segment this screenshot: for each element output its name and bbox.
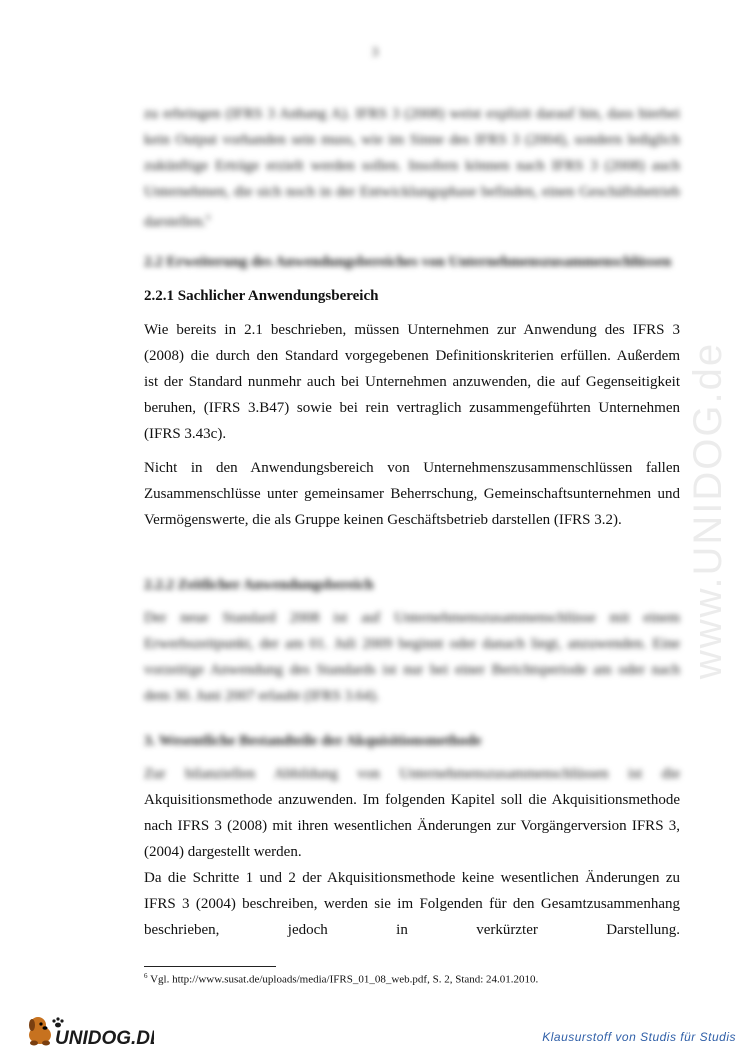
text-line: Akquisitionsmethode anzuwenden. Im folgenden Kapitel soll die Akquisitionsmethode xyxy=(144,792,680,808)
text-line: IFRS 3 (2004) beschreiben, werden sie im Folgenden für den Gesamtzusammenhang xyxy=(144,896,680,912)
paragraph-akquisition-1 xyxy=(144,787,680,865)
text-line: Zur bilanziellen Abbildung von Unternehmenszusammenschlüssen ist die xyxy=(144,766,680,782)
text-line: dem 30. Juni 2007 erlaubt (IFRS 3.64). xyxy=(144,688,380,704)
footnote xyxy=(144,972,538,986)
paragraph-sachlicher-2 xyxy=(144,455,680,533)
section-heading-2-2-1: 2.2.1 Sachlicher Anwendungsbereich xyxy=(144,288,379,304)
footnote-text: Vgl. http://www.susat.de/uploads/media/IFRS_01_08_web.pdf, S. 2, Stand: 24.01.2010. xyxy=(150,973,539,986)
logo-text: UNIDOG.DE xyxy=(55,1028,154,1049)
section-heading-2-2: 2.2 Erweiterung des Anwendungsbereiches von Unternehmenszusammenschlüssen xyxy=(144,254,672,270)
text-line: beschrieben, jedoch in verkürzter Darstellung. xyxy=(144,922,680,938)
watermark: www.UNIDOG.de xyxy=(686,341,731,679)
text-line: vorzeitige Anwendung des Standards ist nur bei einer Berichtsperiode am oder nach xyxy=(144,662,680,678)
text-line: zu erbringen (IFRS 3 Anhang A). IFRS 3 (2008) weist explizit darauf hin, dass hierbei xyxy=(144,106,680,122)
text-line: (2004) dargestellt werden. xyxy=(144,844,302,860)
section-heading-2-2-2: 2.2.2 Zeitlicher Anwendungsbereich xyxy=(144,577,374,593)
text-line: Zusammenschlüsse unter gemeinsamer Beherrschung, Gemeinschaftsunternehmen und xyxy=(144,486,680,502)
footnote-separator xyxy=(144,966,276,967)
text-line: Wie bereits in 2.1 beschrieben, müssen Unternehmen zur Anwendung des IFRS 3 xyxy=(144,322,680,338)
text-line: darstellen.$^6$ xyxy=(144,213,211,230)
text-line: Vermögenswerte, die als Gruppe keinen Geschäftsbetrieb darstellen (IFRS 3.2). xyxy=(144,512,622,528)
text-line: Erwerbszeitpunkt, der am 01. Juli 2009 beginnt oder danach liegt, anzuwenden. Eine xyxy=(144,636,680,652)
blurred-top-paragraph xyxy=(144,101,680,235)
text-line: kein Output vorhanden sein muss, wie im Sinne des IFRS 3 (2004), sondern lediglich xyxy=(144,132,680,148)
dog-icon xyxy=(24,1013,154,1049)
blurred-zeitlicher-paragraph xyxy=(144,605,680,709)
paragraph-akquisition-2 xyxy=(144,865,680,943)
text-line: beruhen, (IFRS 3.B47) sowie bei rein vertraglich zusammengeführten Unternehmen xyxy=(144,400,680,416)
text-line: Unternehmen, die sich noch in der Entwicklungsphase befinden, einen Geschäftsbetrieb xyxy=(144,184,680,200)
footnote-mark: 6 xyxy=(144,972,148,980)
section-heading-3: 3. Wesentliche Bestandteile der Akquisitionsmethode xyxy=(144,733,482,749)
blurred-partial-line xyxy=(144,761,680,787)
text-line: Nicht in den Anwendungsbereich von Unternehmenszusammenschlüssen fallen xyxy=(144,460,680,476)
paragraph-sachlicher-1 xyxy=(144,317,680,447)
text-line: zukünftige Erträge erzielt werden sollen. Insofern können nach IFRS 3 (2008) auch xyxy=(144,158,680,174)
text-line: Der neue Standard 2008 ist auf Unternehmenszusammenschlüsse mit einem xyxy=(144,610,680,626)
text-line: Da die Schritte 1 und 2 der Akquisitionsmethode keine wesentlichen Änderungen zu xyxy=(144,870,680,886)
text-line: (IFRS 3.43c). xyxy=(144,426,227,442)
text-line: ist der Standard nunmehr auch bei Unternehmen anzuwenden, die auf Gegenseitigkeit xyxy=(144,374,680,390)
text-line: nach IFRS 3 (2008) mit ihren wesentlichen Änderungen zur Vorgängerversion IFRS 3, xyxy=(144,818,680,834)
footer-tagline: Klausurstoff von Studis für Studis xyxy=(542,1030,736,1044)
page-number: 3 xyxy=(371,44,379,59)
text-line: (2008) die durch den Standard vorgegebenen Definitionskriterien erfüllen. Außerdem xyxy=(144,348,680,364)
unidog-logo xyxy=(24,1013,154,1049)
